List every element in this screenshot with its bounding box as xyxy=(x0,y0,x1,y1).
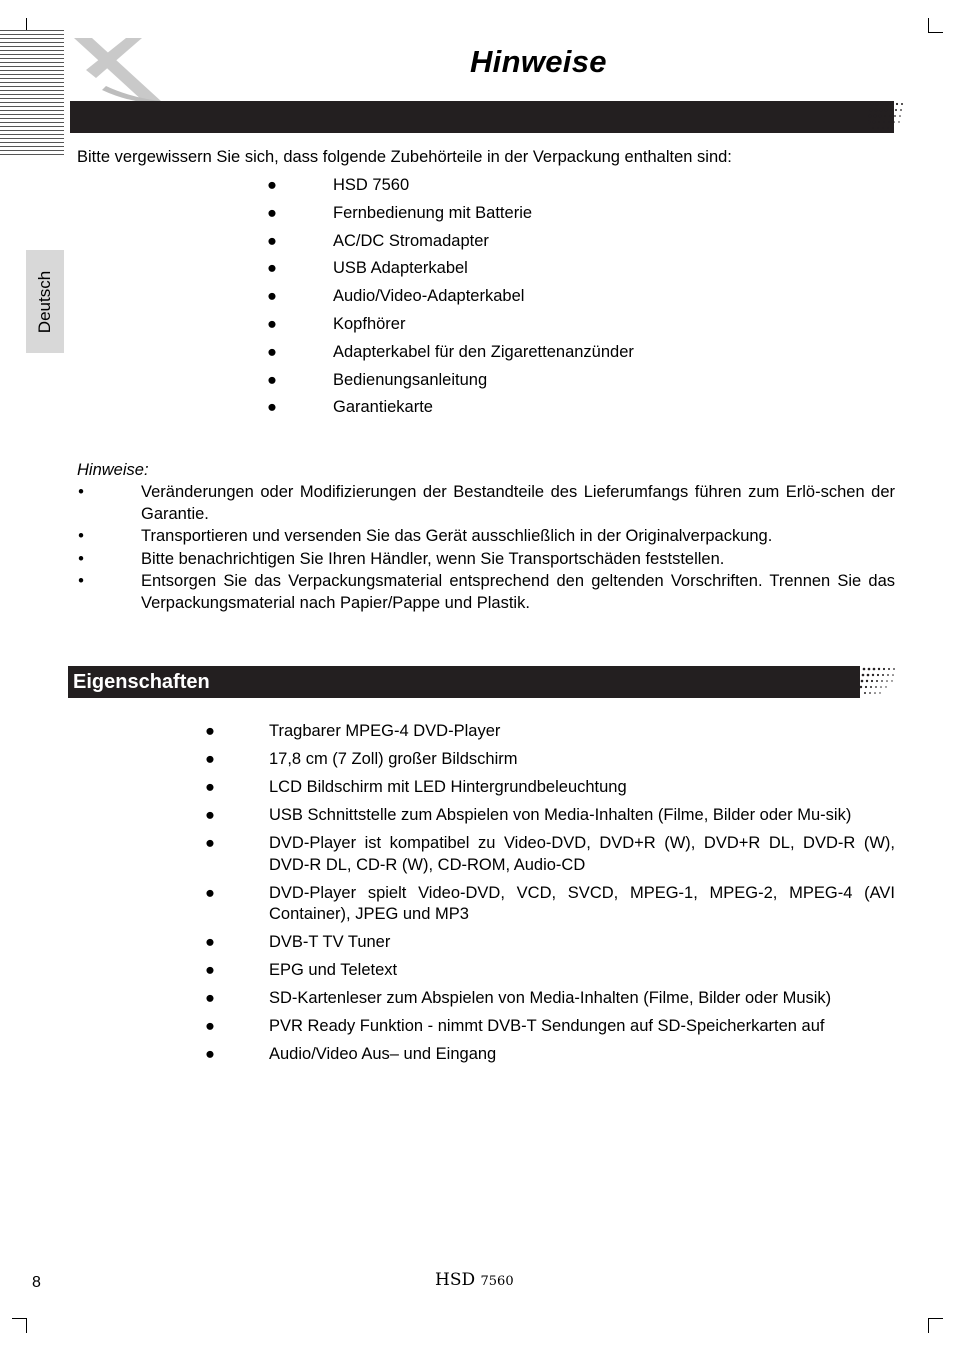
section-heading: Eigenschaften xyxy=(73,671,210,693)
bullet-icon: ● xyxy=(205,722,215,740)
list-item: • Bitte benachrichtigen Sie Ihren Händler, wenn Sie Transportschäden feststellen. xyxy=(75,549,895,571)
bullet-icon: ● xyxy=(205,750,215,768)
bullet-icon: ● xyxy=(205,806,215,824)
language-tab-label: Deutsch xyxy=(35,270,54,333)
bullet-icon: ● xyxy=(267,203,277,222)
list-item: ● Audio/Video Aus– und Eingang xyxy=(203,1044,895,1066)
bullet-icon: ● xyxy=(267,259,277,278)
bullet-icon: • xyxy=(78,483,84,501)
notes-list xyxy=(75,482,895,615)
list-item: • Transportieren und versenden Sie das Gerät ausschließlich in der Originalverpackung. xyxy=(75,526,895,548)
list-item: ● SD-Kartenleser zum Abspielen von Media-Inhalten (Filme, Bilder oder Musik) xyxy=(203,988,895,1010)
list-item: • Entsorgen Sie das Verpackungsmaterial entsprechend den geltenden Vorschriften. Trennen Sie das Verpackungsmaterial nach Papier/Pappe und Plastik. xyxy=(75,571,895,614)
list-item: ● DVD-Player spielt Video-DVD, VCD, SVCD, MPEG-1, MPEG-2, MPEG-4 (AVI Container), JPEG und MP3 xyxy=(203,883,895,926)
bullet-icon: • xyxy=(78,527,84,545)
header-bar xyxy=(70,101,906,133)
footer-model-number: 7560 xyxy=(480,1274,514,1289)
page-title: Hinweise xyxy=(470,44,607,79)
bullet-icon: • xyxy=(78,549,84,568)
section-bar-features xyxy=(68,666,900,698)
accessories-intro: Bitte vergewissern Sie sich, dass folgende Zubehörteile in der Verpackung enthalten sind: xyxy=(77,148,732,166)
bullet-icon: ● xyxy=(205,961,215,979)
bullet-icon: ● xyxy=(205,778,215,796)
list-item: ● DVD-Player ist kompatibel zu Video-DVD, DVD+R (W), DVD+R DL, DVD-R (W), DVD-R DL, CD-R (W), CD-ROM, Audio-CD xyxy=(203,833,895,876)
bullet-icon: ● xyxy=(267,314,277,333)
language-tab xyxy=(26,250,64,353)
footer-model-name xyxy=(435,1270,514,1290)
bullet-icon: ● xyxy=(267,370,277,389)
list-item: ● USB Schnittstelle zum Abspielen von Media-Inhalten (Filme, Bilder oder Mu-sik) xyxy=(203,805,895,827)
bullet-icon: ● xyxy=(205,989,215,1007)
bullet-icon: ● xyxy=(267,287,277,306)
footer-model-main: HSD xyxy=(435,1270,476,1290)
bullet-icon: ● xyxy=(267,176,277,194)
list-item: • Veränderungen oder Modifizierungen der Bestandteile des Lieferumfangs führen zum Erlö-schen der Garantie. xyxy=(75,482,895,525)
crop-mark-bottom-right xyxy=(928,1318,943,1333)
page-number: 8 xyxy=(32,1274,41,1291)
halftone-dots-icon xyxy=(868,101,908,133)
bullet-icon: ● xyxy=(267,231,277,250)
list-item: ● 17,8 cm (7 Zoll) großer Bildschirm xyxy=(203,749,895,771)
notes-heading: Hinweise: xyxy=(77,461,149,479)
bullet-icon: ● xyxy=(205,1045,215,1063)
features-list xyxy=(203,721,895,1072)
list-item: ● EPG und Teletext xyxy=(203,960,895,982)
list-item: ● Tragbarer MPEG-4 DVD-Player xyxy=(203,721,895,743)
halftone-dots-icon xyxy=(860,666,900,698)
crop-mark-top-right xyxy=(928,18,943,33)
bullet-icon: ● xyxy=(205,1017,215,1035)
bullet-icon: ● xyxy=(267,342,277,361)
edge-stripes xyxy=(0,30,64,158)
bullet-icon: ● xyxy=(205,834,215,852)
bullet-icon: ● xyxy=(205,883,215,902)
bullet-icon: • xyxy=(78,572,84,590)
crop-mark-bottom-left xyxy=(12,1318,27,1333)
bullet-icon: ● xyxy=(267,398,277,417)
list-item: ● LCD Bildschirm mit LED Hintergrundbeleuchtung xyxy=(203,777,895,799)
bullet-icon: ● xyxy=(205,933,215,951)
list-item: ● DVB-T TV Tuner xyxy=(203,932,895,954)
x-brand-logo-icon xyxy=(66,34,176,106)
list-item: ● PVR Ready Funktion - nimmt DVB-T Sendungen auf SD-Speicherkarten auf xyxy=(203,1016,895,1038)
